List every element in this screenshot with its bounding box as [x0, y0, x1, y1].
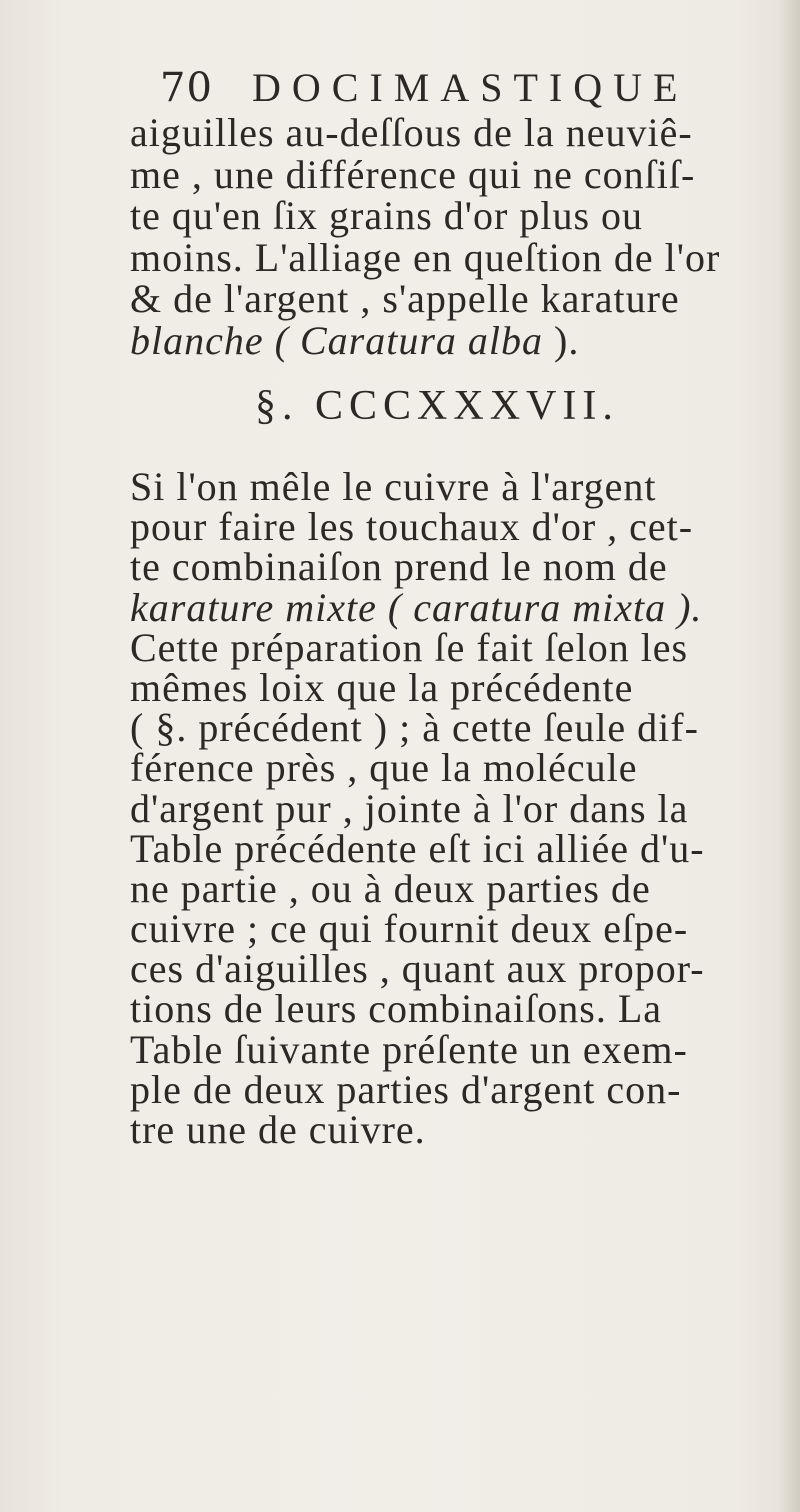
- paragraph: [130, 464, 750, 1152]
- text-line: moins. L'alliage en queſtion de l'or: [130, 234, 721, 280]
- text-line: ple de deux parties d'argent con-: [130, 1066, 682, 1112]
- text-line: aiguilles au-deſſous de la neuviê-: [130, 110, 693, 155]
- text-line-last: [130, 317, 750, 363]
- text-line: te combinaiſon prend le nom de: [130, 544, 668, 590]
- text-line: d'argent pur , jointe à l'or dans la: [130, 785, 689, 831]
- text-line: ne partie , ou à deux parties de: [130, 865, 651, 911]
- text-line: ces d'aiguilles , quant aux propor-: [130, 946, 705, 992]
- text-line: & de l'argent , s'appelle karature: [130, 276, 680, 321]
- running-title: DOCIMASTIQUE: [252, 65, 689, 110]
- text-line: ( §. précédent ) ; à cette ſeule dif-: [130, 705, 699, 751]
- term-suffix: ).: [543, 317, 580, 363]
- latin-term: Caratura alba: [299, 317, 543, 363]
- text-line: tions de leurs combinaiſons. La: [130, 986, 663, 1032]
- text-line: te qu'en ſix grains d'or plus ou: [130, 193, 644, 238]
- text-line: férence près , que la molécule: [130, 745, 638, 791]
- text-line: mêmes loix que la précédente: [130, 664, 634, 710]
- page-number: 70: [160, 65, 213, 111]
- text-line: Cette préparation ſe fait ſelon les: [130, 624, 689, 670]
- text-line: karature mixte ( caratura mixta ).: [130, 584, 703, 630]
- text-line: Table ſuivante préſente un exem-: [130, 1026, 688, 1072]
- text-line: me , une différence qui ne conſiſ-: [130, 151, 696, 197]
- paragraph-continued: [130, 112, 750, 361]
- text-line: Table précédente eſt ici alliée d'u-: [130, 825, 705, 871]
- text-line: tre une de cuivre.: [130, 1107, 426, 1152]
- text-line: Si l'on mêle le cuivre à l'argent: [130, 464, 657, 509]
- page-edge-shadow: [778, 0, 800, 1512]
- term-prefix: blanche (: [130, 317, 300, 363]
- section-heading: §. CCCXXXVII.: [255, 383, 619, 429]
- text-line: pour faire les touchaux d'or , cet-: [130, 504, 694, 550]
- text-line: cuivre ; ce qui fournit deux eſpe-: [130, 906, 689, 952]
